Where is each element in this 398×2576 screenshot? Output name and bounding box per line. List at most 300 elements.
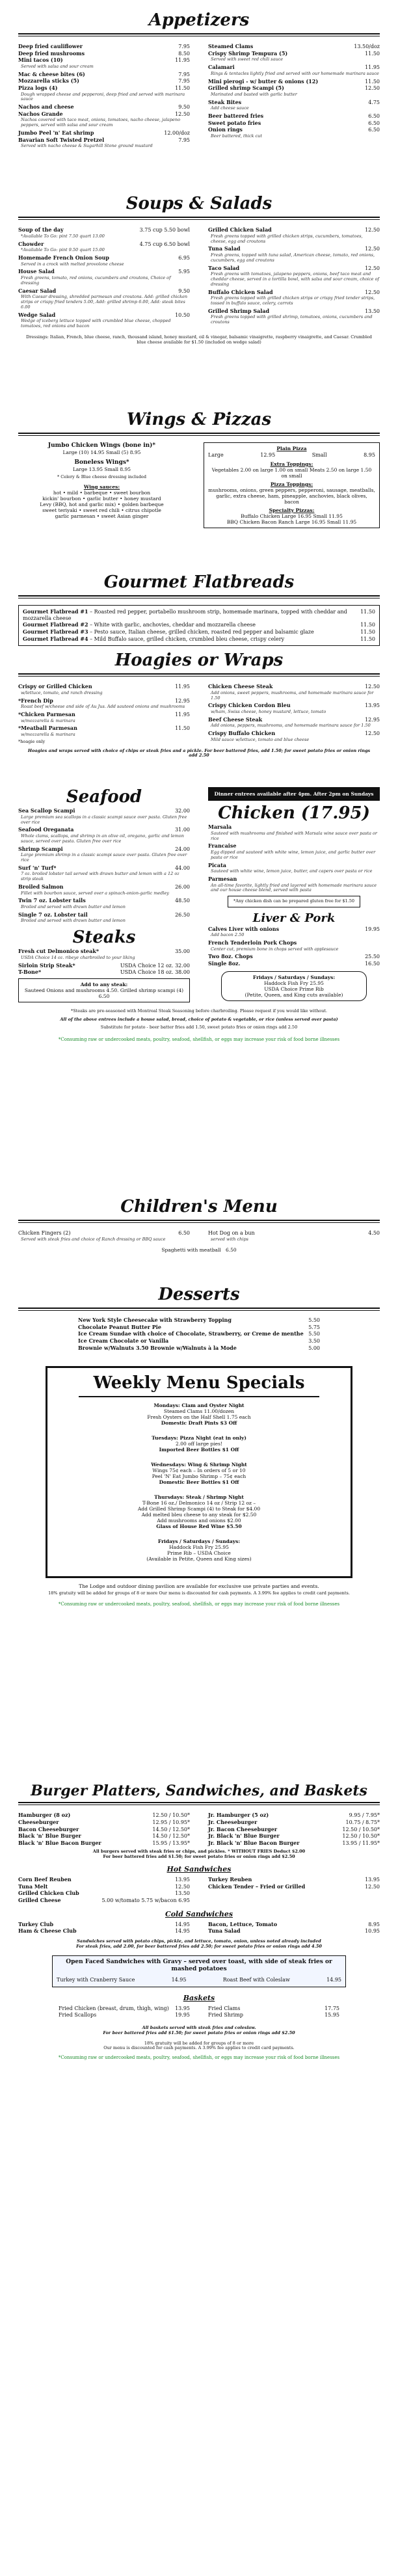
soup-row bbox=[18, 269, 190, 275]
steaks-title: Steaks bbox=[72, 928, 136, 948]
salad-row bbox=[208, 265, 380, 272]
steak-name: Sirloin Strip Steak* bbox=[18, 961, 75, 969]
hot-right bbox=[208, 1876, 380, 1904]
appetizer-row bbox=[208, 113, 380, 120]
soup-name: Wedge Salad bbox=[18, 311, 56, 318]
kids-item-name: Hot Dog on a bun bbox=[208, 1230, 255, 1237]
seafood-price: 24.00 bbox=[175, 846, 190, 852]
pizza-title: Plain Pizza bbox=[276, 446, 307, 452]
hoagie-row bbox=[208, 703, 380, 709]
divider bbox=[18, 217, 380, 220]
hoagies-footer: Hoagies and wraps served with choice of chips or steak fries and a pickle. For beer battered fries, add 1.50; for sweet potato fries or onion rings add 2.50 bbox=[27, 747, 371, 758]
flatbreads-box bbox=[18, 605, 380, 646]
salad-row bbox=[208, 227, 380, 234]
steak-seasoning-note: *Steaks are pre-seasoned with Montreal Steak Seasoning before charbroiling. Please request if you would like without. bbox=[70, 1008, 328, 1013]
weekly-section bbox=[0, 1366, 398, 1607]
burger-price: 12.95 / 10.95* bbox=[152, 1819, 190, 1825]
seafood-name: Seafood Oreganata bbox=[18, 826, 74, 833]
appetizer-price: 6.50 bbox=[368, 120, 380, 126]
salad-name: Grilled Shrimp Salad bbox=[208, 307, 270, 314]
wings-title: Wings & Pizzas bbox=[126, 410, 272, 429]
friday-line: Fridays / Saturdays / Sundays: bbox=[252, 974, 336, 980]
hoagie-row bbox=[18, 725, 190, 732]
soup-price: 9.50 bbox=[178, 288, 190, 294]
hoagie-price: 12.50 bbox=[365, 684, 380, 690]
consumer-warning-3: *Consuming raw or undercooked meats, poultry, seafood, shellfish, or eggs may increase your risk of food borne illnesses bbox=[58, 2055, 340, 2061]
toppings: mushrooms, onions, green peppers, pepperoni, sausage, meatballs, garlic, extra cheese, ham, pineapple, anchovies, black olives, bacon bbox=[208, 487, 375, 505]
hoagie-name: Crispy or Grilled Chicken bbox=[18, 683, 92, 690]
dessert-row bbox=[78, 1324, 320, 1331]
divider bbox=[18, 1308, 380, 1311]
soup-price: 10.50 bbox=[175, 312, 190, 318]
appetizer-name: Nachos and cheese bbox=[18, 103, 74, 111]
seafood-price: 26.00 bbox=[175, 883, 190, 890]
appetizer-price: 6.50 bbox=[368, 127, 380, 133]
salad-desc: Fresh greens, topped with tuna salad, American cheese, tomato, red onions, cucumbers, egg and croutons bbox=[211, 252, 375, 263]
soups-right bbox=[208, 226, 380, 331]
appetizer-price: 11.50 bbox=[175, 85, 190, 91]
seafood-price: 26.50 bbox=[175, 911, 190, 918]
appetizer-name: Bavarian Soft Twisted Pretzel bbox=[18, 136, 105, 143]
weekly-block bbox=[53, 1462, 345, 1485]
hoagie-row bbox=[18, 684, 190, 690]
burger-name: Jr. Hamburger (5 oz) bbox=[208, 1812, 269, 1819]
soup-price: 5.95 bbox=[178, 269, 190, 275]
hoagie-name: Beef Cheese Steak bbox=[208, 716, 263, 723]
hot-sandwich-row bbox=[208, 1884, 380, 1890]
weekly-line: Domestic Beer Bottles $1 Off bbox=[159, 1479, 239, 1486]
specialty-1: Buffalo Chicken Large 16.95 Small 11.95 bbox=[241, 513, 343, 519]
flatbread-row bbox=[23, 622, 375, 628]
dessert-row bbox=[78, 1317, 320, 1324]
hot-title: Hot Sandwiches bbox=[166, 1864, 232, 1873]
flatbread-name: Gourmet Flatbread #2 bbox=[23, 621, 88, 628]
steak-name: T-Bone* bbox=[18, 969, 42, 976]
hot-sandwich-row bbox=[18, 1898, 190, 1904]
friday-box bbox=[221, 971, 367, 1001]
wings-note: * Celery & Blue cheese dressing included bbox=[57, 474, 147, 479]
weekly-line: (Available in Petite, Queen and King sizes) bbox=[146, 1556, 252, 1563]
appetizer-row bbox=[208, 79, 380, 85]
appetizer-row bbox=[208, 100, 380, 106]
hoagie-price: 12.95 bbox=[365, 716, 380, 723]
dessert-name: Brownie w/Walnuts 3.50 Brownie w/Walnuts à la Mode bbox=[78, 1344, 237, 1351]
sauce-line: hot • mild • barbeque • sweet bourbon bbox=[53, 489, 151, 496]
hoagie-price: 12.95 bbox=[175, 697, 190, 704]
hoagie-price: 11.50 bbox=[175, 725, 190, 732]
sauce-line: Levy (BBQ, hot and garlic mix) • golden barbeque bbox=[40, 501, 164, 507]
gluten-free-note: *Any chicken dish can be prepared gluten free for $1.50 bbox=[228, 896, 360, 907]
hoagie-row bbox=[208, 731, 380, 737]
divider bbox=[18, 33, 380, 36]
weekly-block bbox=[53, 1435, 345, 1453]
steak-desc: USDA Choice 14 oz. ribeye charbroiled to your liking bbox=[21, 954, 135, 960]
burger-row bbox=[208, 1812, 380, 1819]
entree-sub: Substitute for potato - beer batter fries add 1.50, sweet potato fries or onion rings add 2.50 bbox=[100, 1025, 298, 1030]
soup-row bbox=[18, 227, 190, 234]
hoagie-desc: Mild sauce w/lettuce, tomato and blue cheese bbox=[211, 736, 310, 742]
soup-row bbox=[18, 312, 190, 319]
burgers-tip: 18% gratuity will be added for groups of 8 or more bbox=[144, 2040, 254, 2046]
flatbread-row bbox=[23, 636, 375, 643]
salad-desc: Fresh greens topped with grilled chicken strips, cucumbers, tomatoes, cheese, egg and croutons bbox=[211, 233, 363, 244]
specialty-2: BBQ Chicken Bacon Ranch Large 16.95 Small 11.95 bbox=[226, 518, 357, 525]
hoagie-row bbox=[208, 717, 380, 723]
soup-desc: Served in a crock with melted provolone cheese bbox=[21, 261, 124, 267]
weekly-line: Add Grilled Shrimp Scampi (4) to Steak for $4.00 bbox=[137, 1506, 261, 1512]
burger-name: Hamburger (8 oz) bbox=[18, 1812, 71, 1819]
seafood-col bbox=[18, 787, 190, 1005]
hot-left bbox=[18, 1876, 190, 1904]
soup-name: Homemade French Onion Soup bbox=[18, 254, 109, 261]
chicken-name: Picata bbox=[208, 861, 226, 868]
burger-row bbox=[18, 1840, 190, 1847]
burger-name: Black 'n' Blue Burger bbox=[18, 1832, 81, 1840]
appetizers-left bbox=[18, 43, 190, 151]
wings-left bbox=[18, 442, 185, 528]
weekly-line: Fresh Oysters on the Half Shell 1.75 each bbox=[147, 1414, 251, 1421]
seafood-name: Broiled Salmon bbox=[18, 883, 64, 890]
burger-row bbox=[208, 1840, 380, 1847]
chicken-desc: Sauteed with white wine, lemon juice, butter, and capers over pasta or rice bbox=[211, 868, 373, 874]
hoagie-row bbox=[208, 684, 380, 690]
flatbreads-section bbox=[0, 572, 398, 646]
sauce-line: sweet teriyaki • sweet red chili • citrus chipotle bbox=[42, 507, 161, 513]
soup-name: House Salad bbox=[18, 268, 55, 275]
basket-item: Fried Shrimp bbox=[208, 2012, 244, 2019]
divider bbox=[18, 595, 380, 598]
cold-right bbox=[208, 1921, 380, 1935]
salad-name: Grilled Chicken Salad bbox=[208, 226, 272, 234]
hot-sandwich-name: Tuna Melt bbox=[18, 1883, 48, 1890]
liver-price: 25.50 bbox=[365, 954, 380, 960]
hot-sandwich-row bbox=[18, 1884, 190, 1890]
kids-item-price: 4.50 bbox=[368, 1230, 380, 1237]
dessert-name: Chocolate Peanut Butter Pie bbox=[78, 1323, 161, 1330]
soup-name: Soup of the day bbox=[18, 226, 64, 234]
weekly-box bbox=[46, 1366, 352, 1578]
jumbo-wings: Jumbo Chicken Wings (bone in)* bbox=[47, 442, 156, 449]
dinner-banner: Dinner entrees available after 4pm. After 2pm on Sundays bbox=[208, 787, 380, 801]
dessert-name: Ice Cream Chocolate or Vanilla bbox=[78, 1337, 169, 1344]
liver-name: Calves Liver with onions bbox=[208, 925, 280, 932]
burger-row bbox=[18, 1819, 190, 1826]
weekly-line: Steamed Clams 11.00/dozen bbox=[163, 1408, 235, 1415]
cold-sandwich-price: 10.95 bbox=[365, 1928, 380, 1935]
hot-sandwich-row bbox=[208, 1877, 380, 1883]
steak-row bbox=[18, 969, 190, 976]
cold-sandwich-row bbox=[208, 1922, 380, 1928]
appetizer-desc: Served with salsa and sour cream bbox=[21, 63, 94, 69]
weekly-line: Add mushrooms and onions $2.00 bbox=[157, 1518, 241, 1524]
liver-name: French Tenderloin Pork Chops bbox=[208, 939, 297, 946]
flatbread-desc: Roasted red pepper, portabello mushroom strip, homemade marinara, topped with cheddar and mozzarella cheese bbox=[23, 609, 347, 621]
steak-addon-title: Add to any steak: bbox=[80, 981, 128, 987]
flatbread-text: Gourmet Flatbread #2 – White with garlic, anchovies, cheddar and mozzarella cheese bbox=[23, 621, 256, 628]
steak-addon: Sauteed Onions and mushrooms 4.50. Grilled shrimp scampi (4) 6.50 bbox=[24, 987, 184, 999]
steak-price: 35.00 bbox=[175, 948, 190, 955]
sauce-line: kickin' bourbon • garlic butter • honey mustard bbox=[42, 495, 161, 502]
appetizer-name: Mozzarella sticks (5) bbox=[18, 77, 79, 85]
dessert-price: 5.50 bbox=[308, 1331, 320, 1337]
salad-desc: Fresh greens topped with grilled shrimp, tomatoes, onions, cucumbers and croutons bbox=[211, 314, 373, 325]
liver-desc: Add bacon 2.50 bbox=[211, 932, 245, 938]
appetizer-name: Jumbo Peel 'n' Eat shrimp bbox=[18, 129, 94, 136]
dessert-row bbox=[78, 1338, 320, 1345]
entree-note: All of the above entrees include a house salad, bread, choice of potato & vegetable, or rice (unless served over pasta) bbox=[60, 1017, 338, 1023]
dessert-price: 3.50 bbox=[308, 1337, 320, 1344]
appetizer-row bbox=[18, 137, 190, 144]
appetizer-desc: Served with nacho cheese & Sugarhill Stone ground mustard bbox=[21, 143, 153, 149]
soup-row bbox=[18, 241, 190, 248]
hoagies-right bbox=[208, 683, 380, 744]
burger-row bbox=[18, 1812, 190, 1819]
boneless-wings: Boneless Wings* bbox=[74, 459, 129, 466]
wings-section bbox=[0, 410, 398, 528]
pizza-large: Large bbox=[208, 452, 224, 459]
burger-name: Jr. Bacon Cheeseburger bbox=[208, 1825, 278, 1832]
appetizer-name: Mini pierogi - w/ butter & onions (12) bbox=[208, 77, 319, 85]
seafood-desc: Large premium shrimp in a classic scampi sauce over pasta. Gluten free over rice bbox=[21, 852, 187, 863]
cold-sandwich-row bbox=[18, 1922, 190, 1928]
boneless-sizes: Large 13.95 Small 8.95 bbox=[72, 466, 131, 472]
salad-price: 12.50 bbox=[365, 227, 380, 234]
liver-row bbox=[208, 961, 380, 967]
flatbread-row bbox=[23, 629, 375, 636]
appetizer-name: Deep fried mushrooms bbox=[18, 49, 85, 57]
chicken-name: Marsala bbox=[208, 824, 232, 831]
weekly-head: Thursdays: Steak / Shrimp Night bbox=[154, 1494, 244, 1501]
hoagie-row bbox=[18, 712, 190, 718]
soup-price: 3.75 cup 5.50 bowl bbox=[139, 227, 190, 234]
appetizer-name: Crispy Shrimp Tempura (5) bbox=[208, 49, 288, 57]
lodge-note: The Lodge and outdoor dining pavilion are available for exclusive use private parties and events. bbox=[79, 1583, 319, 1590]
flatbread-price: 11.50 bbox=[360, 609, 375, 615]
chicken-desc: Egg dipped and sauteed with white wine, lemon juice, and garlic butter over pasta or rice bbox=[211, 849, 376, 860]
chicken-name: Francaise bbox=[208, 842, 237, 850]
appetizer-price: 7.95 bbox=[178, 137, 190, 143]
soup-price: 6.95 bbox=[178, 254, 190, 261]
dessert-price: 5.50 bbox=[308, 1317, 320, 1324]
consumer-warning-2: *Consuming raw or undercooked meats, poultry, seafood, shellfish, or eggs may increase your risk of food borne illnesses bbox=[58, 1601, 340, 1607]
cold-sandwich-row bbox=[208, 1928, 380, 1935]
pizza-small-price: 8.95 bbox=[364, 452, 375, 459]
flatbread-row bbox=[23, 609, 375, 621]
baskets-note: All baskets served with steak fries and coleslaw. bbox=[142, 2025, 256, 2031]
open-faced-box bbox=[52, 1955, 346, 1987]
open-item: Roast Beef with Coleslaw bbox=[222, 1977, 290, 1983]
appetizer-desc: Add cheese sauce bbox=[211, 105, 249, 111]
flatbread-name: Gourmet Flatbread #4 bbox=[23, 635, 88, 642]
seafood-row bbox=[18, 884, 190, 891]
appetizer-price: 6.50 bbox=[368, 113, 380, 119]
consumer-warning: *Consuming raw or undercooked meats, poultry, seafood, shellfish, or eggs may increase your risk of food borne illnesses bbox=[58, 1036, 340, 1042]
friday-line: USDA Choice Prime Rib bbox=[264, 986, 324, 992]
weekly-line: Haddock Fish Fry 25.95 bbox=[169, 1544, 229, 1551]
appetizer-name: Nachos Grande bbox=[18, 110, 63, 117]
soups-left bbox=[18, 226, 190, 331]
salad-row bbox=[208, 308, 380, 315]
appetizer-name: Mac & cheese bites (6) bbox=[18, 70, 85, 77]
flatbread-text: Gourmet Flatbread #3 – Pesto sauce, Italian cheese, grilled chicken, roasted red pepper and balsamic glaze bbox=[23, 628, 314, 635]
hot-sandwich-name: Grilled Chicken Club bbox=[18, 1890, 79, 1897]
sauces-list bbox=[18, 490, 185, 519]
hoagie-name: Crispy Chicken Cordon Bleu bbox=[208, 702, 291, 709]
seafood-price: 48.50 bbox=[175, 898, 190, 904]
flatbread-desc: White with garlic, anchovies, cheddar and mozzarella cheese bbox=[94, 622, 256, 628]
seafood-title: Seafood bbox=[66, 787, 142, 807]
kids-item-name: Chicken Fingers (2) bbox=[18, 1230, 71, 1237]
hot-sandwich-name: Grilled Cheese bbox=[18, 1896, 61, 1903]
dessert-name: New York Style Cheesecake with Strawberry Topping bbox=[78, 1317, 232, 1324]
appetizer-price: 12.00/doz bbox=[164, 129, 190, 136]
soups-section bbox=[0, 194, 398, 349]
hoagies-title: Hoagies or Wraps bbox=[114, 651, 284, 670]
seafood-price: 31.00 bbox=[175, 827, 190, 833]
hot-sandwich-name: Chicken Tender – Fried or Grilled bbox=[208, 1883, 306, 1890]
flatbread-desc: Pesto sauce, Italian cheese, grilled chicken, roasted red pepper and balsamic glaze bbox=[94, 628, 314, 635]
burgers-cash: Our menu is discounted for cash payments. A 3.99% fee applies to credit card payments. bbox=[103, 2045, 295, 2051]
hoagie-price: 13.95 bbox=[365, 703, 380, 709]
hoagies-section bbox=[0, 651, 398, 762]
pizza-small: Small bbox=[312, 452, 327, 459]
cold-left bbox=[18, 1921, 190, 1935]
salad-name: Tuna Salad bbox=[208, 245, 241, 252]
salad-price: 12.50 bbox=[365, 246, 380, 252]
divider bbox=[18, 433, 380, 436]
appetizer-price: 8.50 bbox=[178, 50, 190, 57]
hoagie-desc: w/mozzarella & marinara bbox=[21, 718, 75, 723]
burgers-section bbox=[0, 1782, 398, 2061]
appetizer-price: 11.95 bbox=[365, 64, 380, 71]
weekly-block bbox=[53, 1538, 345, 1562]
seafood-desc: Broiled and served with drawn butter and lemon bbox=[21, 918, 126, 924]
hoagie-price: 12.50 bbox=[365, 731, 380, 737]
seafood-row bbox=[18, 827, 190, 833]
weekly-line: Domestic Draft Pints $3 Off bbox=[161, 1420, 237, 1427]
flatbread-name: Gourmet Flatbread #3 bbox=[23, 628, 88, 635]
appetizer-row bbox=[208, 127, 380, 133]
hoagie-price: 11.95 bbox=[175, 684, 190, 690]
seafood-chicken-section bbox=[0, 787, 398, 1042]
seafood-name: Sea Scallop Scampi bbox=[18, 807, 75, 814]
burger-name: Cheeseburger bbox=[18, 1818, 59, 1825]
appetizer-price: 7.95 bbox=[178, 78, 190, 85]
appetizer-price: 4.75 bbox=[368, 99, 380, 105]
burger-row bbox=[18, 1827, 190, 1833]
weekly-line: T-Bone 16 oz./ Delmonico 14 oz / Strip 12 oz – bbox=[142, 1500, 256, 1507]
dessert-row bbox=[78, 1345, 320, 1352]
kids-item-desc: Served with steak fries and choice of Ranch dressing or BBQ sauce bbox=[21, 1236, 166, 1242]
hoagie-name: *Chicken Parmesan bbox=[18, 710, 75, 718]
basket-price: 15.95 bbox=[325, 2012, 339, 2019]
flatbread-text: Gourmet Flatbread #1 – Roasted red pepper, portabello mushroom strip, homemade marinara, topped with cheddar and mozzarella cheese bbox=[23, 608, 347, 621]
kids-right bbox=[208, 1229, 380, 1244]
dressings-note: Dressings: Italian, French, blue cheese, ranch, thousand island, honey mustard, oil & vinegar, balsamic vinaigrette, raspberry vinaigrette, and Caesar. Crumbled blue cheese available for $1.50 (included on wedge salad) bbox=[26, 334, 372, 345]
liver-desc: Center cut, premium bone in chops served with applesauce bbox=[211, 946, 339, 952]
seafood-desc: Large premium sea scallops in a classic scampi sauce over pasta. Gluten free over rice bbox=[21, 814, 187, 825]
pizza-box bbox=[204, 442, 380, 528]
appetizer-desc: Beer battered, thick cut bbox=[211, 133, 262, 139]
burger-name: Jr. Black 'n' Blue Bacon Burger bbox=[208, 1839, 300, 1846]
burger-price: 10.75 / 8.75* bbox=[345, 1819, 380, 1825]
desserts-title: Desserts bbox=[158, 1285, 240, 1304]
burger-name: Black 'n' Blue Bacon Burger bbox=[18, 1839, 101, 1846]
salad-row bbox=[208, 289, 380, 296]
seafood-desc: Whole clams, scallops, and shrimp in an olive oil, oregano, garlic and lemon sauce, served over pasta. Gluten free over rice bbox=[21, 833, 184, 844]
weekly-title: Weekly Menu Specials bbox=[93, 1373, 305, 1393]
burger-price: 9.95 / 7.95* bbox=[349, 1812, 380, 1819]
flatbread-name: Gourmet Flatbread #1 bbox=[23, 608, 88, 615]
appetizer-row bbox=[208, 51, 380, 57]
baskets-title: Baskets bbox=[183, 1993, 215, 2002]
flatbread-text: Gourmet Flatbread #4 – Mild Buffalo sauce, grilled chicken, crumbled bleu cheese, crispy celery bbox=[23, 635, 285, 642]
basket-item: Fried Clams bbox=[208, 2005, 241, 2011]
hot-sandwich-price: 13.50 bbox=[175, 1890, 190, 1897]
hoagies-left bbox=[18, 683, 190, 744]
flatbreads-title: Gourmet Flatbreads bbox=[103, 572, 295, 592]
friday-line: (Petite, Queen, and King cuts available) bbox=[245, 991, 343, 998]
appetizer-name: Steamed Clams bbox=[208, 43, 254, 50]
divider bbox=[18, 1802, 380, 1805]
open-title: Open Faced Sandwiches with Gravy – served over toast, with side of steak fries or mashed potatoes bbox=[66, 1959, 332, 1973]
flatbread-price: 11.50 bbox=[360, 628, 375, 635]
hoagie-name: *Meatball Parmesan bbox=[18, 725, 77, 732]
appetizer-desc: Marinated and basted with garlic butter bbox=[211, 91, 297, 97]
steak-name: Fresh cut Delmonico steak* bbox=[18, 948, 100, 955]
appetizer-desc: Dough wrapped cheese and pepperoni, deep fried and served with marinara sauce bbox=[21, 91, 185, 102]
appetizers-title: Appetizers bbox=[148, 10, 250, 30]
appetizer-name: Onion rings bbox=[208, 126, 243, 133]
hot-sandwich-price: 13.95 bbox=[175, 1877, 190, 1883]
hoagie-desc: w/lettuce, tomato, and ranch dressing bbox=[21, 690, 103, 695]
cold-sandwich-price: 14.95 bbox=[175, 1928, 190, 1935]
appetizer-price: 7.95 bbox=[178, 71, 190, 77]
divider bbox=[18, 673, 380, 677]
appetizer-name: Calamari bbox=[208, 64, 235, 71]
soup-price: 4.75 cup 6.50 bowl bbox=[139, 241, 190, 247]
basket-item: Fried Scallops bbox=[59, 2012, 97, 2019]
soup-desc: Wedge of iceberg lettuce topped with crumbled blue cheese, chopped tomatoes, red onions and bacon bbox=[21, 318, 171, 329]
soup-desc: Fresh greens, tomato, red onions, cucumbers and croutons, Choice of dressing bbox=[21, 275, 171, 286]
appetizer-price: 13.50/doz bbox=[354, 44, 380, 50]
burger-name: Bacon Cheeseburger bbox=[18, 1825, 79, 1832]
burger-row bbox=[208, 1833, 380, 1840]
weekly-head: Fridays / Saturdays / Sundays: bbox=[157, 1538, 241, 1545]
appetizer-row bbox=[18, 130, 190, 137]
desserts-list bbox=[0, 1317, 398, 1351]
burger-name: Jr. Black 'n' Blue Burger bbox=[208, 1832, 280, 1840]
appetizer-row bbox=[208, 64, 380, 71]
weekly-head: Wednesdays: Wing & Shrimp Night bbox=[151, 1462, 247, 1468]
hot-sandwich-price: 13.95 bbox=[365, 1877, 380, 1883]
weekly-head: Tuesdays: Pizza Night (eat in only) bbox=[152, 1435, 246, 1442]
seafood-row bbox=[18, 898, 190, 904]
appetizer-row bbox=[18, 85, 190, 92]
soups-title: Soups & Salads bbox=[126, 194, 272, 213]
seafood-name: Surf 'n' Turf* bbox=[18, 864, 57, 871]
salad-name: Taco Salad bbox=[208, 264, 240, 271]
flatbread-price: 11.50 bbox=[360, 636, 375, 642]
weekly-line: 2.00 off large pies! bbox=[176, 1441, 222, 1447]
appetizer-price: 11.50 bbox=[365, 50, 380, 57]
liver-name: Two 8oz. Chops bbox=[208, 953, 253, 960]
burgers-right bbox=[208, 1812, 380, 1847]
appetizer-row bbox=[208, 44, 380, 50]
kids-section bbox=[0, 1197, 398, 1253]
kids-item-name: Spaghetti with meatball bbox=[161, 1246, 221, 1253]
burger-row bbox=[18, 1833, 190, 1840]
